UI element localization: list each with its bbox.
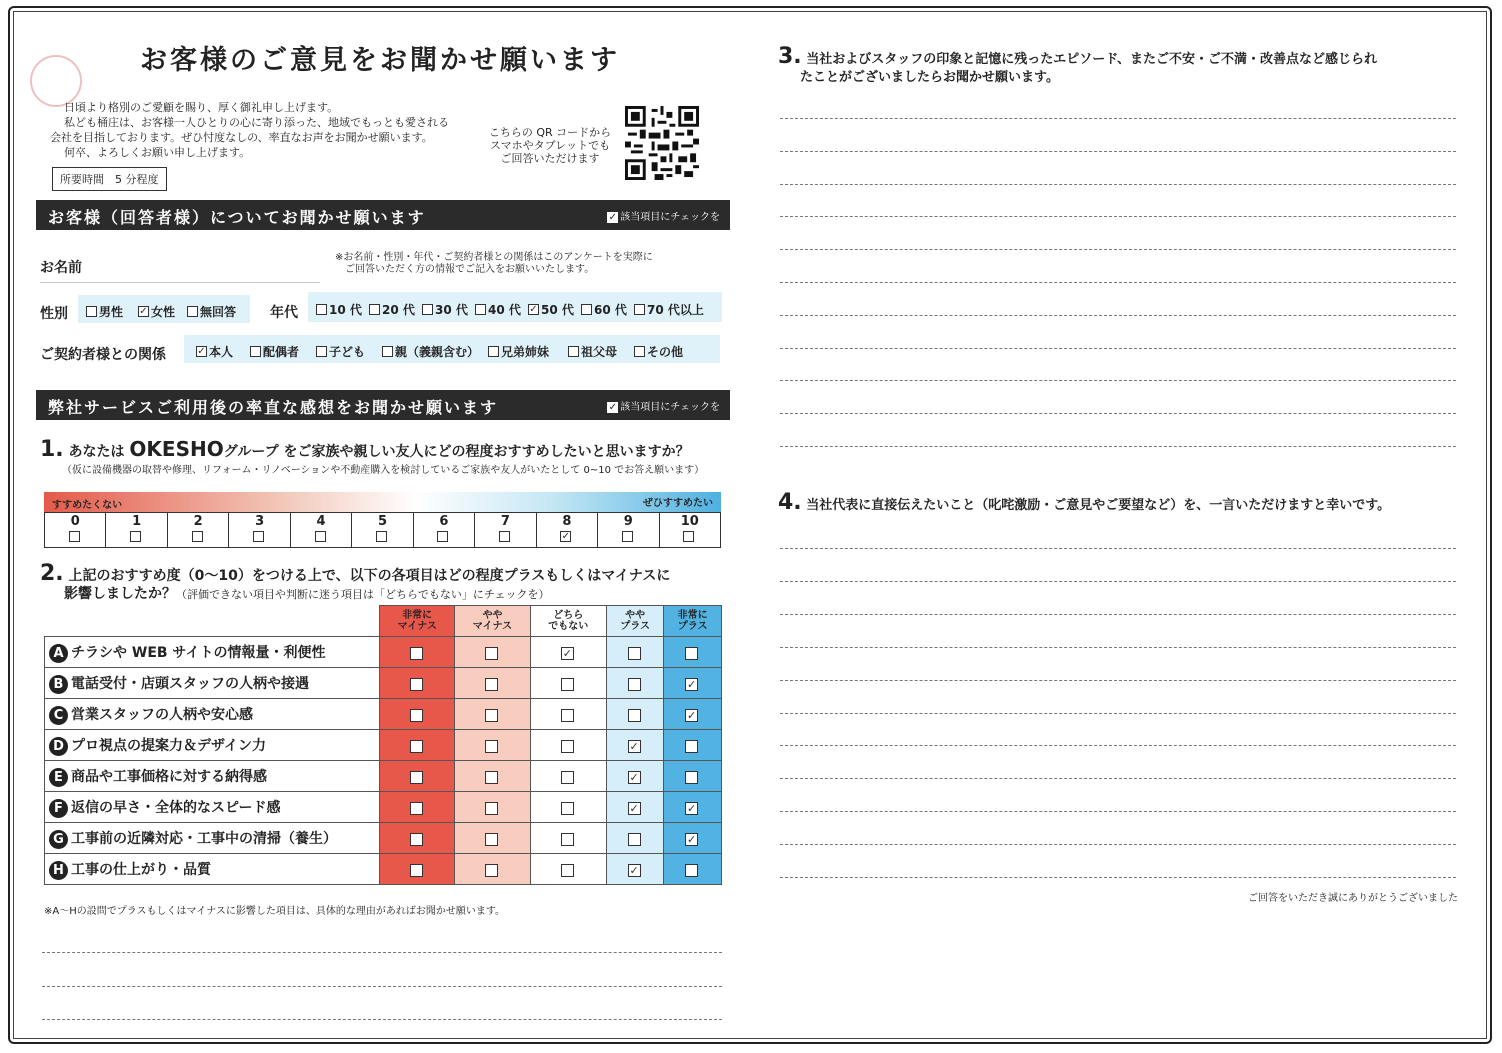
- rating-cell[interactable]: [380, 668, 455, 699]
- letter-badge-icon: C: [49, 706, 68, 725]
- gender-option-none[interactable]: [187, 303, 236, 320]
- option-label: 親（義親含む）: [395, 345, 480, 359]
- row-label: [45, 792, 380, 823]
- q3-text: 当社およびスタッフの印象と記憶に残ったエピソード、またご不安・ご不満・改善点など感じられ: [806, 52, 1378, 67]
- checkbox-checked[interactable]: ✓: [197, 346, 206, 357]
- intro-line: 日頃より格別のご愛顧を賜り、厚く御礼申し上げます。: [64, 101, 339, 114]
- q2-question-line2: [64, 583, 550, 603]
- checkbox[interactable]: [410, 647, 423, 660]
- rating-cell[interactable]: [664, 761, 722, 792]
- checkbox[interactable]: [561, 864, 574, 877]
- answer-line[interactable]: [780, 844, 1456, 845]
- letter-badge-icon: E: [49, 768, 68, 787]
- checkbox[interactable]: [628, 678, 641, 691]
- answer-line[interactable]: [780, 151, 1456, 152]
- checkbox-checked[interactable]: ✓: [686, 832, 697, 846]
- answer-line[interactable]: [780, 380, 1456, 381]
- checkbox[interactable]: [315, 531, 326, 542]
- brand-logo: OKESHO: [129, 437, 224, 461]
- answer-line[interactable]: [42, 1019, 722, 1020]
- table-row: [45, 730, 722, 761]
- table-header-blank: [45, 606, 380, 637]
- thanks-message: ご回答をいただき誠にありがとうございました: [1248, 893, 1458, 904]
- qr-caption-line: こちらの QR コードから: [488, 126, 612, 139]
- name-field[interactable]: [40, 282, 320, 283]
- option-label: 女性: [151, 305, 176, 319]
- section1-header: [36, 200, 730, 230]
- checkbox[interactable]: [634, 346, 645, 357]
- checkbox[interactable]: [187, 306, 198, 317]
- rating-cell[interactable]: [455, 699, 530, 730]
- scale-option-2[interactable]: [168, 513, 229, 547]
- option-label: 無回答: [200, 305, 237, 319]
- q1-subtext: （仮に設備機器の取替や修理、リフォーム・リノベーションや不動産購入を検討しているご家族や友人がいたとして 0~10 でお答え願います）: [62, 465, 705, 476]
- name-label: お名前: [40, 260, 82, 276]
- intro-line: 会社を目指しております。ぜひ忖度なしの、率直なお声をお聞かせ願います。: [50, 131, 433, 144]
- checkbox[interactable]: [410, 740, 423, 753]
- checkbox[interactable]: [422, 304, 433, 315]
- relation-option-parent[interactable]: [382, 343, 479, 360]
- scale-option-6[interactable]: [414, 513, 475, 547]
- checkbox-checked[interactable]: ✓: [629, 770, 639, 784]
- option-label: 40 代: [488, 303, 521, 317]
- checkbox[interactable]: [485, 864, 498, 877]
- scale-option-7[interactable]: [475, 513, 536, 547]
- answer-line[interactable]: [42, 952, 722, 953]
- scale-number: 6: [439, 514, 449, 529]
- answer-line[interactable]: [780, 548, 1456, 549]
- answer-line[interactable]: [780, 315, 1456, 316]
- checkbox[interactable]: [130, 531, 141, 542]
- table-header-row: [45, 606, 722, 637]
- checkbox[interactable]: [369, 304, 380, 315]
- checkbox[interactable]: [410, 678, 423, 691]
- scale-option-5[interactable]: [352, 513, 413, 547]
- check-note-text: 該当項目にチェックを: [620, 212, 720, 223]
- q2-text: 上記のおすすめ度（0～10）をつける上で、以下の各項目はどの程度プラスもしくはマイナスに: [68, 568, 671, 584]
- checkbox[interactable]: [561, 709, 574, 722]
- scale-option-8[interactable]: [537, 513, 598, 547]
- gender-option-female[interactable]: [138, 303, 175, 320]
- checkbox-checked[interactable]: ✓: [629, 801, 639, 815]
- rating-cell[interactable]: [607, 637, 664, 668]
- checkbox-checked[interactable]: ✓: [686, 677, 697, 691]
- rating-cell[interactable]: [455, 761, 530, 792]
- checkbox[interactable]: [437, 531, 448, 542]
- checkbox[interactable]: [683, 531, 694, 542]
- checkbox[interactable]: [634, 304, 645, 315]
- option-label: 祖父母: [581, 345, 618, 359]
- checkbox[interactable]: [475, 304, 486, 315]
- scale-option-1[interactable]: [106, 513, 167, 547]
- rating-cell[interactable]: [530, 823, 606, 854]
- row-label: [45, 699, 380, 730]
- checkbox[interactable]: [568, 346, 579, 357]
- rating-cell[interactable]: [455, 854, 530, 885]
- checkbox[interactable]: [253, 531, 264, 542]
- checkbox[interactable]: [488, 346, 499, 357]
- option-label: 子ども: [329, 345, 366, 359]
- rating-cell[interactable]: [455, 792, 530, 823]
- answer-line[interactable]: [780, 811, 1456, 812]
- scale-number: 3: [255, 514, 265, 529]
- checkbox[interactable]: [561, 833, 574, 846]
- q4-question: [778, 490, 1390, 515]
- age-option-30[interactable]: [422, 301, 468, 318]
- rating-cell[interactable]: [607, 823, 664, 854]
- letter-badge-icon: D: [49, 737, 68, 756]
- q1-text: あなたは: [68, 444, 125, 460]
- name-note: [335, 252, 653, 276]
- checkbox[interactable]: [485, 833, 498, 846]
- letter-badge-icon: G: [49, 830, 68, 849]
- rating-cell[interactable]: [380, 854, 455, 885]
- scale-high-label: ぜひすすめたい: [642, 498, 713, 509]
- q2-text: 影響しましたか？: [64, 586, 176, 602]
- checkbox[interactable]: [685, 740, 698, 753]
- answer-line[interactable]: [780, 713, 1456, 714]
- row-label-text: 営業スタッフの人柄や安心感: [71, 706, 253, 723]
- answer-line[interactable]: [780, 348, 1456, 349]
- row-label: [45, 761, 380, 792]
- checkbox[interactable]: [316, 304, 327, 315]
- table-row: [45, 637, 722, 668]
- table-row: [45, 854, 722, 885]
- q1-text: グループ をご家族や親しい友人にどの程度おすすめしたいと思いますか？: [223, 444, 690, 460]
- checkbox-icon: ✓: [608, 211, 617, 223]
- scale-option-0[interactable]: [45, 513, 106, 547]
- checkbox[interactable]: [86, 306, 97, 317]
- scale-option-9[interactable]: [598, 513, 659, 547]
- checkbox[interactable]: [622, 531, 633, 542]
- checkbox-checked[interactable]: ✓: [562, 646, 572, 660]
- q2-note: （評価できない項目や判断に迷う項目は「どちらでもない」にチェックを）: [176, 588, 550, 601]
- rating-cell[interactable]: [530, 637, 606, 668]
- rating-cell[interactable]: [380, 792, 455, 823]
- scale-option-4[interactable]: [291, 513, 352, 547]
- q1-question: [40, 437, 690, 462]
- rating-cell[interactable]: [530, 854, 606, 885]
- scale-option-3[interactable]: [229, 513, 290, 547]
- answer-line[interactable]: [780, 249, 1456, 250]
- checkbox[interactable]: [69, 531, 80, 542]
- col-plus: やや プラス: [607, 606, 664, 637]
- scale-number: 1: [132, 514, 142, 529]
- scale-number: 4: [316, 514, 326, 529]
- rating-cell[interactable]: [664, 792, 722, 823]
- age-option-20[interactable]: [369, 301, 415, 318]
- row-label: [45, 854, 380, 885]
- scale-number: 5: [377, 514, 388, 529]
- checkbox[interactable]: [561, 771, 574, 784]
- rating-cell[interactable]: [455, 730, 530, 761]
- row-label-text: 商品や工事価格に対する納得感: [71, 768, 267, 785]
- age-option-40[interactable]: [475, 301, 521, 318]
- q4-text: 当社代表に直接伝えたいこと（叱咤激励・ご意見やご要望など）を、一言いただけますと幸いです。: [806, 498, 1391, 513]
- rating-cell[interactable]: [607, 730, 664, 761]
- answer-line[interactable]: [780, 446, 1456, 447]
- option-label: 兄弟姉妹: [501, 345, 550, 359]
- checkbox-checked[interactable]: ✓: [139, 306, 148, 317]
- relation-option-sibling[interactable]: [488, 343, 549, 360]
- checkbox[interactable]: [628, 833, 641, 846]
- answer-line[interactable]: [780, 877, 1456, 878]
- row-label-text: プロ視点の提案力＆デザイン力: [71, 737, 267, 754]
- option-label: その他: [647, 345, 684, 359]
- col-neutral: どちら でもない: [530, 606, 606, 637]
- rating-cell[interactable]: [664, 730, 722, 761]
- rating-cell[interactable]: [530, 730, 606, 761]
- checkbox[interactable]: [685, 771, 698, 784]
- table-row: [45, 668, 722, 699]
- rating-cell[interactable]: [664, 699, 722, 730]
- q2-footnote: ※A～Hの設問でプラスもしくはマイナスに影響した項目は、具体的な理由があればお聞かせ願います。: [44, 906, 506, 917]
- age-label: 年代: [270, 305, 298, 321]
- relation-label: ご契約者様との関係: [40, 347, 166, 363]
- gender-option-male[interactable]: [86, 303, 123, 320]
- letter-badge-icon: B: [49, 675, 68, 694]
- scale-option-10[interactable]: [660, 513, 720, 547]
- checkbox[interactable]: [485, 678, 498, 691]
- scale-number: 0: [70, 514, 80, 529]
- rating-cell[interactable]: [607, 761, 664, 792]
- rating-cell[interactable]: [607, 699, 664, 730]
- answer-line[interactable]: [780, 216, 1456, 217]
- answer-line[interactable]: [780, 647, 1456, 648]
- qr-caption-line: スマホやタブレットでも: [489, 139, 611, 152]
- rating-cell[interactable]: [530, 668, 606, 699]
- answer-line[interactable]: [780, 680, 1456, 681]
- checkbox[interactable]: [628, 709, 641, 722]
- row-label: [45, 730, 380, 761]
- scale-number: 7: [500, 514, 510, 529]
- option-label: 60 代: [594, 303, 627, 317]
- rating-cell[interactable]: [607, 792, 664, 823]
- gender-label: 性別: [40, 306, 68, 322]
- rating-cell[interactable]: [530, 792, 606, 823]
- intro-line: 私ども桶庄は、お客様一人ひとりの心に寄り添った、地域でもっとも愛される: [64, 116, 449, 129]
- checkbox[interactable]: [499, 531, 510, 542]
- checkbox[interactable]: [485, 740, 498, 753]
- checkbox-checked[interactable]: ✓: [529, 304, 538, 315]
- checkbox[interactable]: [485, 771, 498, 784]
- scale-low-label: すすめたくない: [52, 500, 123, 511]
- age-option-10[interactable]: [316, 301, 362, 318]
- relation-option-other[interactable]: [634, 343, 683, 360]
- q4-number: 4.: [778, 490, 802, 515]
- option-label: 男性: [99, 305, 124, 319]
- rating-cell[interactable]: [664, 668, 722, 699]
- option-label: 配偶者: [263, 345, 300, 359]
- check-note: [607, 208, 720, 223]
- q3-number: 3.: [778, 44, 802, 69]
- row-label-text: 返信の早さ・全体的なスピード感: [71, 799, 281, 816]
- option-label: 50 代: [541, 303, 574, 317]
- rating-cell[interactable]: [455, 668, 530, 699]
- checkbox[interactable]: [485, 647, 498, 660]
- section2-header: [36, 390, 730, 420]
- checkbox[interactable]: [316, 346, 327, 357]
- q1-number: 1.: [40, 437, 64, 462]
- letter-badge-icon: F: [49, 799, 68, 818]
- checkbox-checked[interactable]: ✓: [561, 531, 571, 542]
- checkbox[interactable]: [410, 864, 423, 877]
- age-option-70plus[interactable]: [634, 301, 704, 318]
- answer-line[interactable]: [780, 184, 1456, 185]
- name-note-line: ※お名前・性別・年代・ご契約者様との関係はこのアンケートを実際に: [335, 252, 653, 263]
- section1-title: お客様（回答者様）についてお聞かせ願います: [48, 208, 426, 227]
- section2-title: 弊社サービスご利用後の率直な感想をお聞かせ願います: [48, 398, 499, 417]
- table-row: [45, 823, 722, 854]
- scale-number: 10: [680, 514, 699, 529]
- rating-cell[interactable]: [380, 761, 455, 792]
- checkbox-checked[interactable]: ✓: [629, 863, 639, 877]
- option-label: 30 代: [435, 303, 468, 317]
- rating-cell[interactable]: [607, 668, 664, 699]
- recommend-scale: [44, 512, 721, 548]
- checkbox[interactable]: [685, 864, 698, 877]
- time-required: 所要時間 5 分程度: [52, 167, 167, 191]
- answer-line[interactable]: [780, 745, 1456, 746]
- rating-cell[interactable]: [380, 823, 455, 854]
- checkbox[interactable]: [561, 802, 574, 815]
- checkbox[interactable]: [410, 802, 423, 815]
- check-note-text: 該当項目にチェックを: [620, 402, 720, 413]
- scale-number: 2: [193, 514, 203, 529]
- page-title: お客様のご意見をお聞かせ願います: [140, 45, 620, 76]
- option-label: 20 代: [382, 303, 415, 317]
- check-note: [607, 398, 720, 413]
- checkbox[interactable]: [410, 771, 423, 784]
- row-label-text: 電話受付・店頭スタッフの人柄や接遇: [71, 675, 309, 692]
- row-label: [45, 637, 380, 668]
- age-option-50[interactable]: [528, 301, 574, 318]
- col-minus: やや マイナス: [455, 606, 530, 637]
- rating-cell[interactable]: [455, 637, 530, 668]
- answer-line[interactable]: [780, 282, 1456, 283]
- checkbox[interactable]: [250, 346, 261, 357]
- rating-cell[interactable]: [530, 699, 606, 730]
- rating-cell[interactable]: [607, 854, 664, 885]
- relation-option-child[interactable]: [316, 343, 365, 360]
- row-label-text: 工事前の近隣対応・工事中の清掃（養生）: [71, 830, 337, 847]
- rating-cell[interactable]: [380, 730, 455, 761]
- checkbox[interactable]: [376, 531, 387, 542]
- scale-number: 9: [623, 514, 633, 529]
- impact-table: [44, 605, 722, 885]
- answer-line[interactable]: [780, 778, 1456, 779]
- col-very-plus: 非常に プラス: [664, 606, 722, 637]
- rating-cell[interactable]: [530, 761, 606, 792]
- rating-cell[interactable]: [380, 637, 455, 668]
- rating-cell[interactable]: [664, 823, 722, 854]
- checkbox[interactable]: [685, 647, 698, 660]
- checkbox[interactable]: [561, 740, 574, 753]
- row-label-text: 工事の仕上がり・品質: [71, 861, 211, 878]
- checkbox-checked[interactable]: ✓: [686, 708, 697, 722]
- checkbox[interactable]: [410, 833, 423, 846]
- letter-badge-icon: A: [49, 644, 68, 663]
- qr-code[interactable]: [625, 106, 699, 180]
- answer-line[interactable]: [780, 581, 1456, 582]
- col-very-minus: 非常に マイナス: [380, 606, 455, 637]
- checkbox[interactable]: [485, 709, 498, 722]
- checkbox[interactable]: [192, 531, 203, 542]
- checkbox-icon: ✓: [608, 401, 617, 413]
- q2-number: 2.: [40, 561, 64, 586]
- checkbox[interactable]: [561, 678, 574, 691]
- scale-number: 8: [562, 514, 572, 529]
- checkbox-checked[interactable]: ✓: [686, 801, 697, 815]
- option-label: 10 代: [329, 303, 362, 317]
- checkbox[interactable]: [581, 304, 592, 315]
- answer-line[interactable]: [780, 118, 1456, 119]
- intro-text: [50, 100, 480, 160]
- checkbox[interactable]: [485, 802, 498, 815]
- q3-question-line2: たことがございましたらお聞かせ願います。: [800, 70, 1059, 85]
- relation-option-grandparent[interactable]: [568, 343, 617, 360]
- intro-line: 何卒、よろしくお願い申し上げます。: [64, 146, 251, 159]
- answer-line[interactable]: [780, 614, 1456, 615]
- rating-cell[interactable]: [664, 854, 722, 885]
- row-label-text: チラシや WEB サイトの情報量・利便性: [71, 644, 326, 661]
- rating-cell[interactable]: [455, 823, 530, 854]
- name-note-line: ご回答いただく方の情報でご記入をお願いいたします。: [345, 264, 595, 275]
- option-label: 70 代以上: [647, 303, 704, 317]
- answer-line[interactable]: [42, 986, 722, 987]
- checkbox[interactable]: [410, 709, 423, 722]
- scale-gradient-header: [44, 492, 721, 512]
- letter-badge-icon: H: [49, 861, 68, 880]
- relation-option-spouse[interactable]: [250, 343, 299, 360]
- relation-option-self[interactable]: [196, 343, 233, 360]
- checkbox[interactable]: [382, 346, 393, 357]
- rating-cell[interactable]: [664, 637, 722, 668]
- answer-line[interactable]: [780, 413, 1456, 414]
- qr-caption: [480, 126, 620, 165]
- table-row: [45, 699, 722, 730]
- age-option-60[interactable]: [581, 301, 627, 318]
- qr-caption-line: ご回答いただけます: [500, 152, 600, 165]
- checkbox[interactable]: [628, 647, 641, 660]
- table-row: [45, 761, 722, 792]
- row-label: [45, 668, 380, 699]
- table-row: [45, 792, 722, 823]
- option-label: 本人: [209, 345, 234, 359]
- row-label: [45, 823, 380, 854]
- rating-cell[interactable]: [380, 699, 455, 730]
- checkbox-checked[interactable]: ✓: [629, 739, 639, 753]
